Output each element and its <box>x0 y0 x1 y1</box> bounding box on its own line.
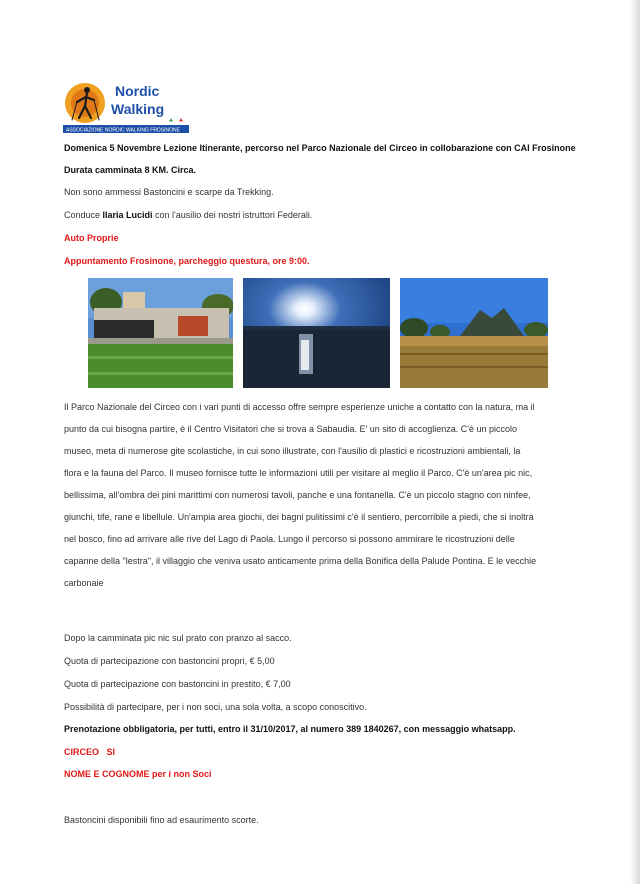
name-surname-note: NOME E COGNOME per i non Soci <box>64 769 212 779</box>
fee-loan-poles: Quota di partecipazione con bastoncini in prestito, € 7,00 <box>64 679 291 689</box>
fee-own-poles: Quota di partecipazione con bastoncini propri, € 5,00 <box>64 656 275 666</box>
poles-availability: Bastoncini disponibili fino ad esaurimento scorte. <box>64 815 259 825</box>
event-title: Domenica 5 Novembre Lezione Itinerante, percorso nel Parco Nazionale del Circeo in collobarazione con CAI Frosinone <box>64 143 576 153</box>
photo-circeo-field <box>400 278 548 388</box>
star-icon <box>179 118 183 122</box>
photo-visitor-center <box>88 278 233 388</box>
guide-name: Ilaria Lucidi <box>102 210 153 220</box>
logo-banner-text: ASSOCIAZIONE NORDIC WALKING FROSINONE <box>66 127 180 134</box>
page-edge-shadow <box>630 0 640 884</box>
nordic-walking-logo <box>63 78 193 134</box>
guide-prefix: Conduce <box>64 210 103 220</box>
description-line: capanne della "lestra", il villaggio che veniva usato anticamente prima della Bonifica della Palude Pontina. E le vecchie <box>64 556 537 566</box>
description-line: bellissima, all'ombra dei pini marittimi con numerosi tavoli, panche e una fontanella. C'è un piccolo stagno con ninfee, <box>64 490 531 500</box>
description-line: carbonaie <box>64 578 104 588</box>
park-description <box>64 396 584 594</box>
lunch-note: Dopo la camminata pic nic sul prato con pranzo al sacco. <box>64 633 292 643</box>
description-line: punto da cui bisogna partire, è il Centro Visitatori che si trova a Sabaudia. E' un sito di accoglienza. C'è un piccolo <box>64 424 518 434</box>
booking-info: Prenotazione obbligatoria, per tutti, entro il 31/10/2017, al numero 389 1840267, con messaggio whatsapp. <box>64 724 516 734</box>
guide-suffix: con l'ausilio dei nostri istruttori Federali. <box>152 210 313 220</box>
star-icon <box>169 118 173 122</box>
description-line: Il Parco Nazionale del Circeo con i vari punti di accesso offre sempre esperienze uniche a contatto con la natura, ma il <box>64 402 535 412</box>
logo-word-walking: Walking <box>111 101 165 117</box>
equipment-note: Non sono ammessi Bastoncini e scarpe da Trekking. <box>64 187 274 197</box>
meeting-point: Appuntamento Frosinone, parcheggio questura, ore 9:00. <box>64 256 310 266</box>
transport-cars: Auto Proprie <box>64 233 119 243</box>
description-line: museo, meta di numerose gite scolastiche, in cui sono illustrate, con l'ausilio di plastici e ricostruzioni ambientali, la <box>64 446 521 456</box>
logo-word-nordic: Nordic <box>115 83 160 99</box>
photo-lake-sunset <box>243 278 390 388</box>
non-members-note: Possibilità di partecipare, per i non soci, una sola volta, a scopo conoscitivo. <box>64 702 367 712</box>
description-line: nel bosco, fino ad arrivare alle rive del Lago di Paola. Lungo il percorso si possono ammirare le ricostruzioni delle <box>64 534 515 544</box>
guide-line <box>64 210 312 220</box>
circeo-si: CIRCEO SI <box>64 747 116 757</box>
event-distance: Durata camminata 8 KM. Circa. <box>64 165 197 175</box>
description-line: giunchi, tife, rane e libellule. Un'ampia area giochi, dei bagni pulitissimi c'è il sentiero, percorribile a piedi, che si inoltra <box>64 512 534 522</box>
description-line: flora e la fauna del Parco. Il museo fornisce tutte le informazioni utili per visitare al meglio il Parco. C'è un'area pic nic, <box>64 468 533 478</box>
